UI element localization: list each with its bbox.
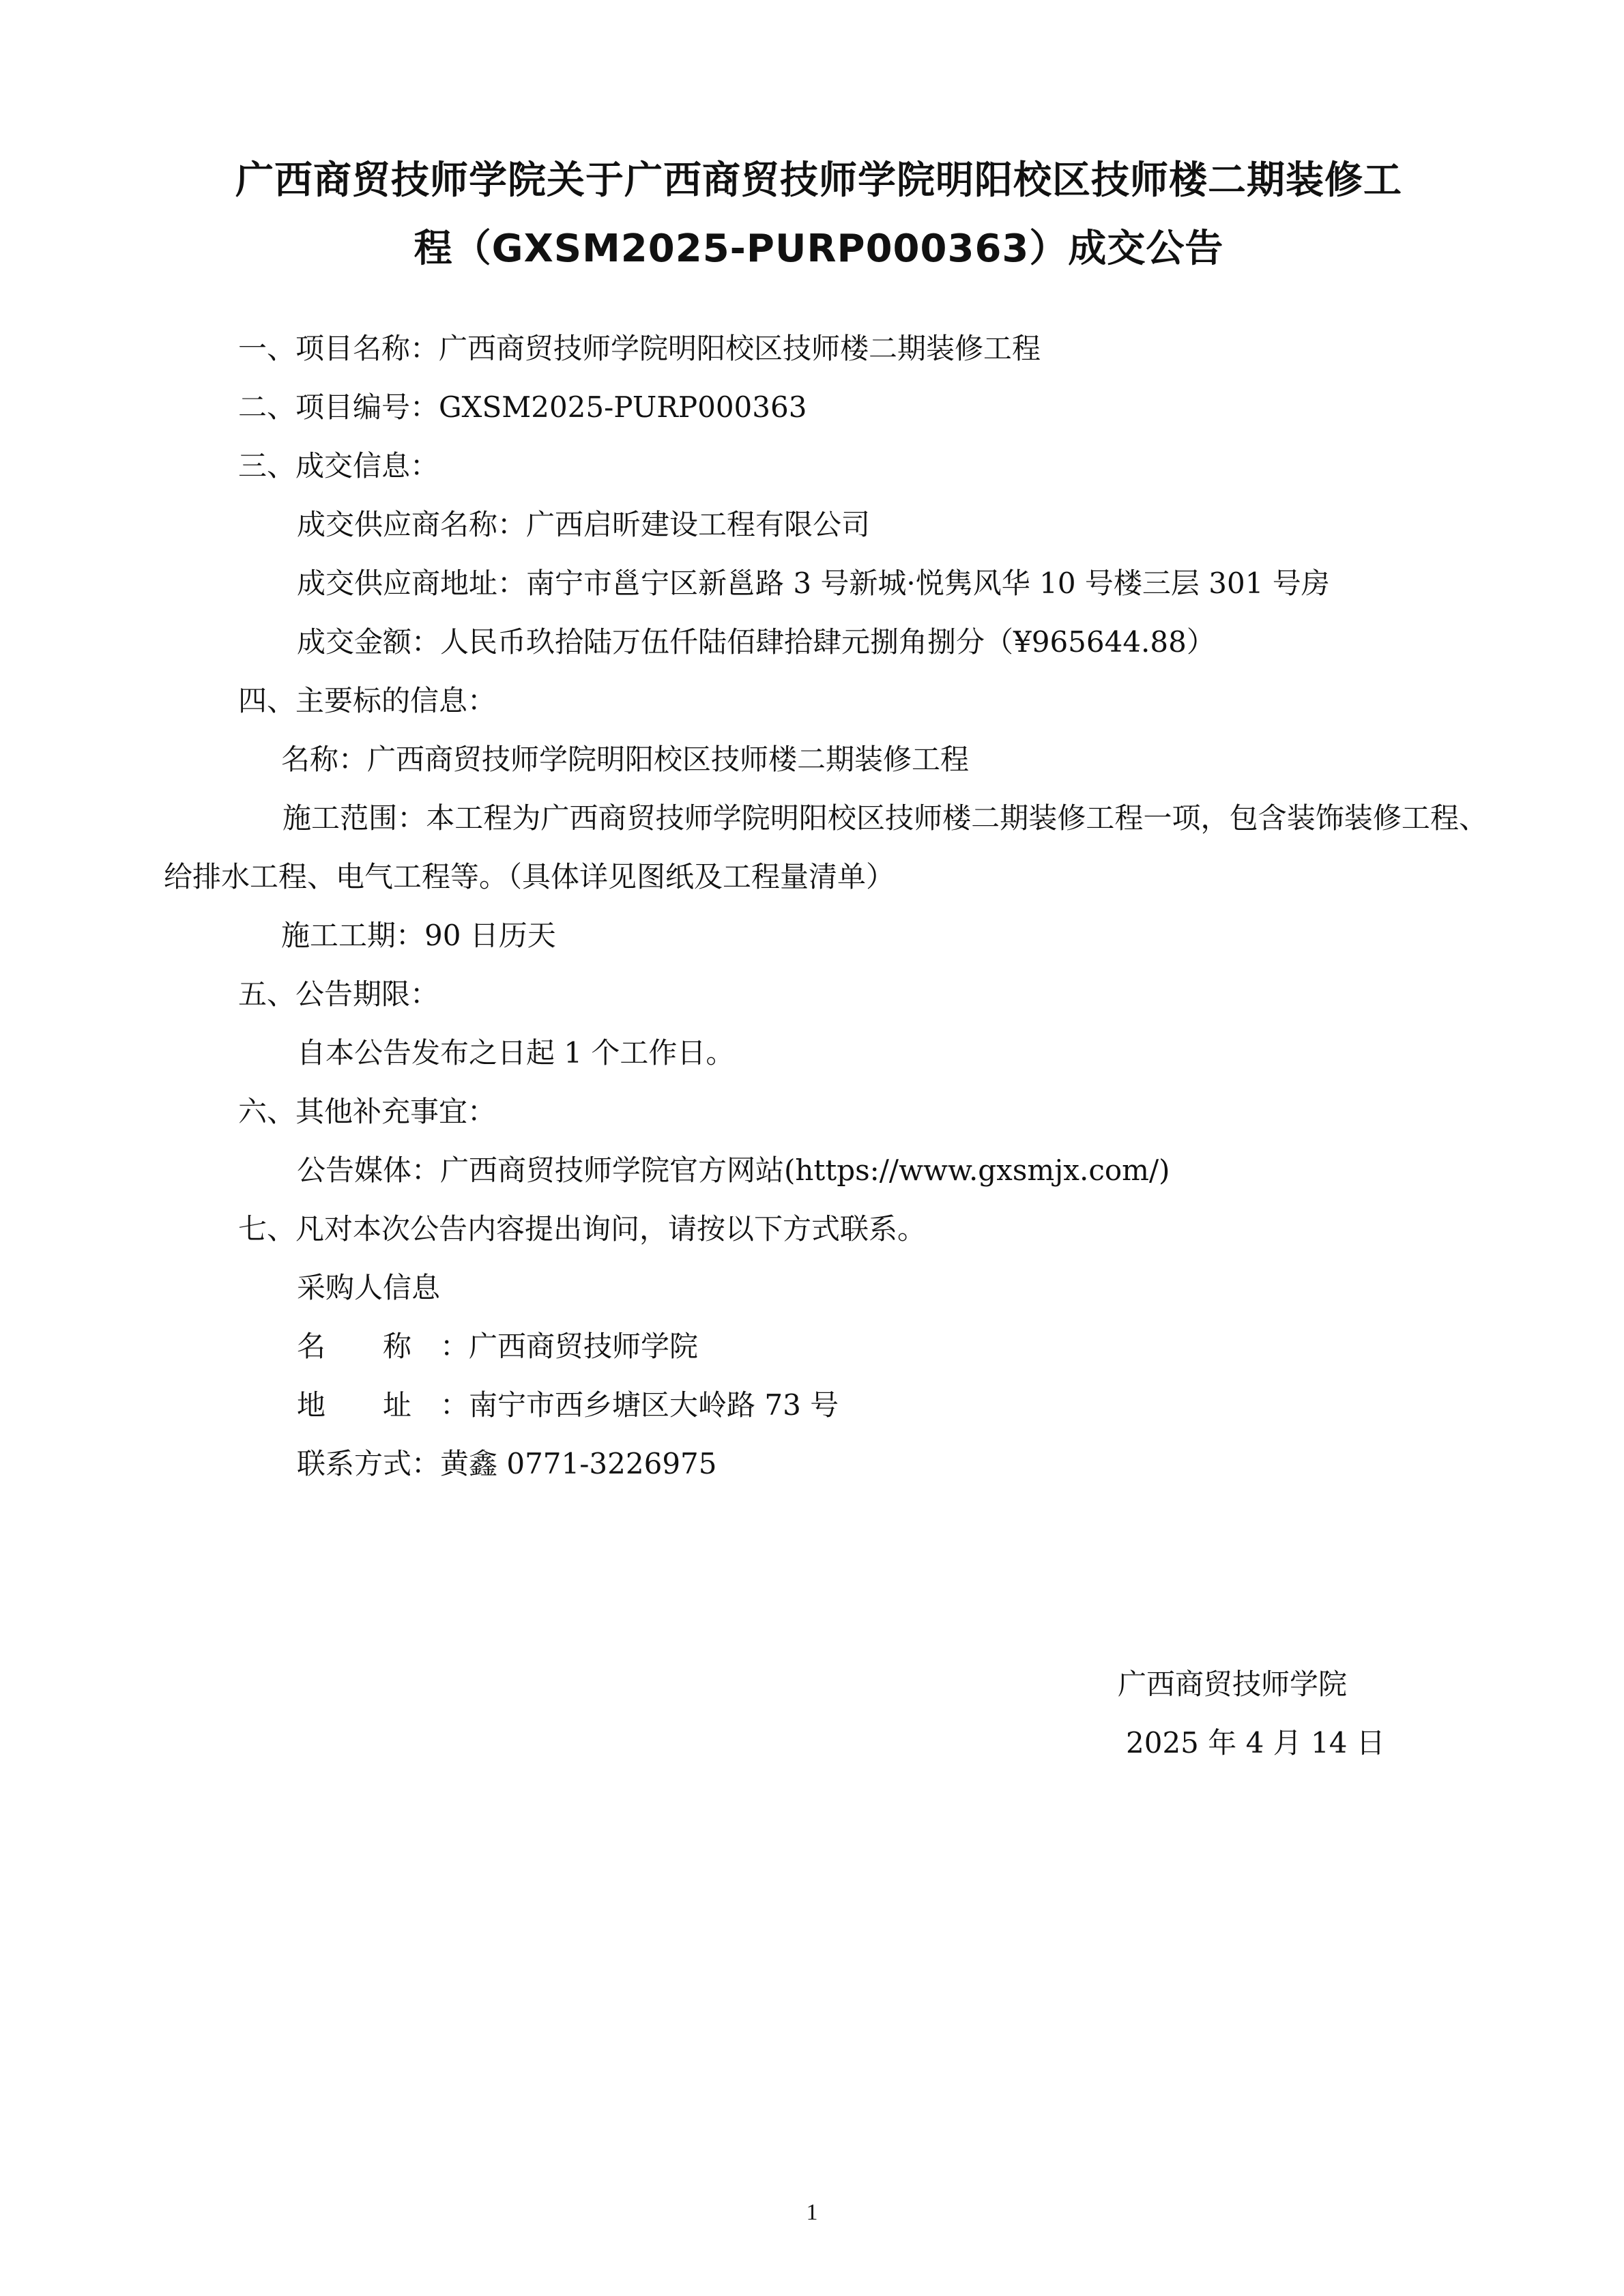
section-notice-period-heading: 五、公告期限： <box>238 977 439 1011</box>
deal-amount: 成交金额：人民币玖拾陆万伍仟陆佰肆拾肆元捌角捌分（¥965644.88） <box>297 625 1215 659</box>
purchaser-address-row <box>297 1386 839 1424</box>
section-main-subject-heading: 四、主要标的信息： <box>238 684 497 717</box>
purchaser-info-header: 采购人信息 <box>297 1271 441 1304</box>
signature-organization: 广西商贸技师学院 <box>1118 1667 1348 1701</box>
section-contact-heading: 七、凡对本次公告内容提出询问，请按以下方式联系。 <box>238 1212 927 1246</box>
construction-period: 施工工期：90 日历天 <box>281 919 556 952</box>
title-line-1: 广西商贸技师学院关于广西商贸技师学院明阳校区技师楼二期装修工 <box>235 158 1402 203</box>
construction-scope: 施工范围：本工程为广西商贸技师学院明阳校区技师楼二期装修工程一项，包含装饰装修工程、给排水工程、电气工程等。（具体详见图纸及工程量清单） <box>164 801 1488 893</box>
page-number: 1 <box>806 2200 818 2225</box>
section-deal-info-heading: 三、成交信息： <box>238 449 439 483</box>
notice-period-text: 自本公告发布之日起 1 个工作日。 <box>297 1036 735 1070</box>
purchaser-address-value: ：南宁市西乡塘区大岭路 73 号 <box>440 1388 839 1422</box>
supplier-name: 成交供应商名称：广西启昕建设工程有限公司 <box>297 508 871 541</box>
purchaser-name-label: 名 称 <box>297 1330 412 1363</box>
document-title <box>164 147 1474 283</box>
subject-name: 名称：广西商贸技师学院明阳校区技师楼二期装修工程 <box>281 743 970 776</box>
signature-date: 2025 年 4 月 14 日 <box>1126 1726 1385 1760</box>
purchaser-contact: 联系方式：黄鑫 0771-3226975 <box>297 1447 717 1480</box>
title-line-2: 程（GXSM2025-PURP000363）成交公告 <box>414 227 1224 271</box>
section-other-matters-heading: 六、其他补充事宜： <box>238 1095 497 1128</box>
purchaser-name-value: ：广西商贸技师学院 <box>440 1330 699 1363</box>
section-project-name: 一、项目名称：广西商贸技师学院明阳校区技师楼二期装修工程 <box>238 332 1041 365</box>
purchaser-address-label: 地 址 <box>297 1388 412 1422</box>
announcement-media: 公告媒体：广西商贸技师学院官方网站(https://www.gxsmjx.com/) <box>297 1153 1170 1187</box>
section-project-number: 二、项目编号：GXSM2025-PURP000363 <box>238 390 807 424</box>
purchaser-name-row <box>297 1328 698 1366</box>
supplier-address: 成交供应商地址：南宁市邕宁区新邕路 3 号新城·悦隽风华 10 号楼三层 301 号房 <box>297 566 1330 600</box>
